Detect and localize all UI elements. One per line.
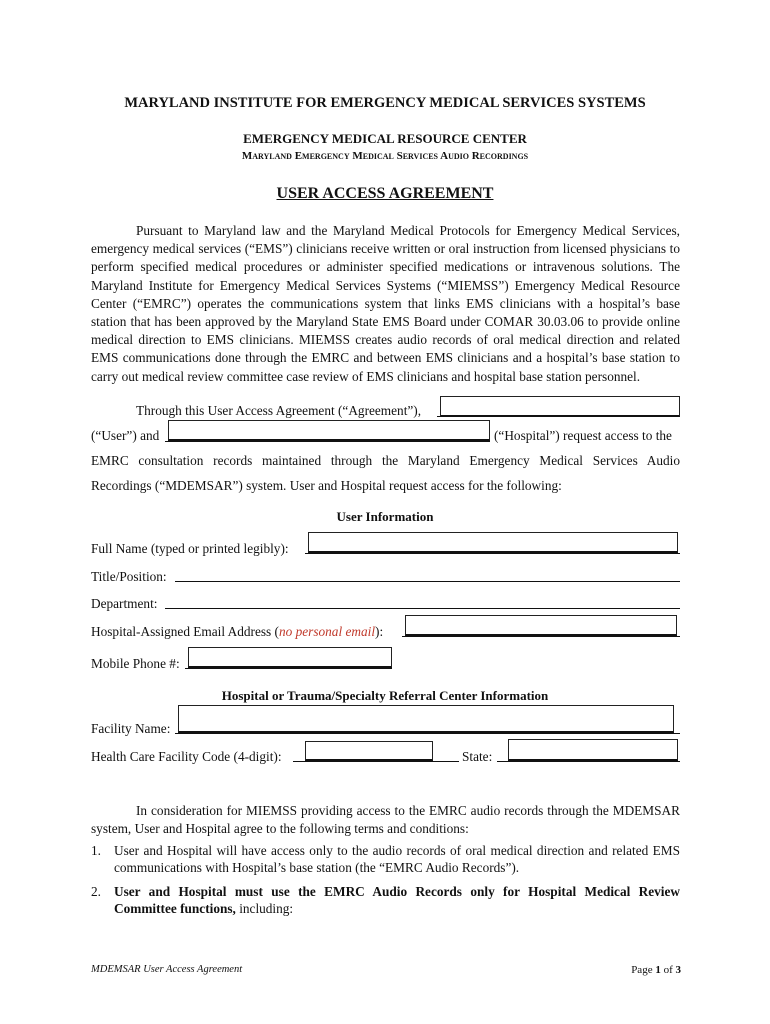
org-heading: MARYLAND INSTITUTE FOR EMERGENCY MEDICAL SERVICES SYSTEMS <box>124 95 646 111</box>
facility-code-field[interactable] <box>305 741 433 761</box>
user-label: (“User”) and <box>91 428 160 443</box>
page-total: 3 <box>675 964 681 976</box>
page-current: 1 <box>655 964 661 976</box>
center-heading: EMERGENCY MEDICAL RESOURCE CENTER <box>243 131 527 146</box>
user-name-field[interactable] <box>440 396 680 417</box>
code-label: Health Care Facility Code (4-digit): <box>91 749 282 764</box>
email-label-post: ): <box>375 624 384 639</box>
hospital-name-field[interactable] <box>168 420 490 441</box>
email-label-pre: Hospital-Assigned Email Address ( <box>91 624 279 639</box>
page-mid: of <box>660 964 676 976</box>
full-name-underline <box>305 553 680 554</box>
term-number: 1. <box>91 843 101 858</box>
term-text: User and Hospital will have access only to the audio records of oral medical direction and related EMS communications with Hospital’s base station (the “EMRC Audio Records”). <box>114 843 680 875</box>
full-name-label: Full Name (typed or printed legibly): <box>91 541 289 556</box>
state-label: State: <box>462 749 493 764</box>
program-heading: Maryland Emergency Medical Services Audio Recordings <box>241 150 529 162</box>
phone-label: Mobile Phone #: <box>91 656 180 671</box>
hospital-label: (“Hospital”) request access to the <box>494 428 672 443</box>
facility-info-heading: Hospital or Trauma/Specialty Referral Center Information <box>221 688 549 703</box>
page-number <box>600 964 681 976</box>
state-field[interactable] <box>508 739 678 761</box>
title-label: Title/Position: <box>91 569 167 584</box>
email-underline <box>402 636 680 637</box>
intro-paragraph: Pursuant to Maryland law and the Maryland Medical Protocols for Emergency Medical Services, emergency medical services (“EMS”) clinicians receive written or oral instruction from licensed physicians to perform specified medical procedures or administer specified medications or intravenous solutions. The Maryland Institute for Emergency Medical Services Systems (“MIEMSS”) Emergency Medical Resource Center (“EMRC”) operates the communications system that links EMS clinicians with a hospital’s base station that has been approved by the Maryland State EMS Board under COMAR 30.03.06 to provide online medical direction to EMS clinicians. MIEMSS creates audio records of oral medical direction and related EMS communications done through the EMRC and between EMS clinicians and a hospital’s base station to carry out medical review committee case review of EMS clinicians and hospital base station personnel. <box>91 223 680 384</box>
email-field[interactable] <box>405 615 677 636</box>
full-name-field[interactable] <box>308 532 678 553</box>
term-bold-text: User and Hospital must use the EMRC Audio Records only for Hospital Medical Review Committee functions, <box>114 884 680 916</box>
page-pre: Page <box>631 964 656 976</box>
facility-name-field[interactable] <box>178 705 674 733</box>
email-label <box>91 624 383 640</box>
user-info-heading: User Information <box>336 509 434 524</box>
footer-title: MDEMSAR User Access Agreement <box>91 964 243 975</box>
term-text: including: <box>235 901 294 916</box>
facility-label: Facility Name: <box>91 721 171 736</box>
agreement-line4: Recordings (“MDEMSAR”) system. User and Hospital request access for the following: <box>91 478 562 493</box>
facility-underline <box>175 733 680 734</box>
title-field[interactable] <box>175 581 680 582</box>
phone-field[interactable] <box>188 647 392 668</box>
agreement-line3: EMRC consultation records maintained through the Maryland Emergency Medical Services Audio <box>91 453 680 468</box>
term-number: 2. <box>91 884 101 899</box>
agreement-line1: Through this User Access Agreement (“Agreement”), <box>136 403 422 418</box>
department-field[interactable] <box>165 608 680 609</box>
hospital-underline <box>165 441 490 442</box>
term-item <box>91 842 680 876</box>
phone-underline <box>185 668 392 669</box>
code-underline <box>293 761 459 762</box>
terms-list <box>91 842 680 924</box>
email-label-note: no personal email <box>278 624 376 639</box>
state-underline <box>497 761 680 762</box>
department-label: Department: <box>91 596 158 611</box>
term-item <box>91 883 680 917</box>
consideration-paragraph: In consideration for MIEMSS providing access to the EMRC audio records through the MDEMSAR system, User and Hospital agree to the following terms and conditions: <box>91 803 680 837</box>
page-title: USER ACCESS AGREEMENT <box>276 185 494 202</box>
